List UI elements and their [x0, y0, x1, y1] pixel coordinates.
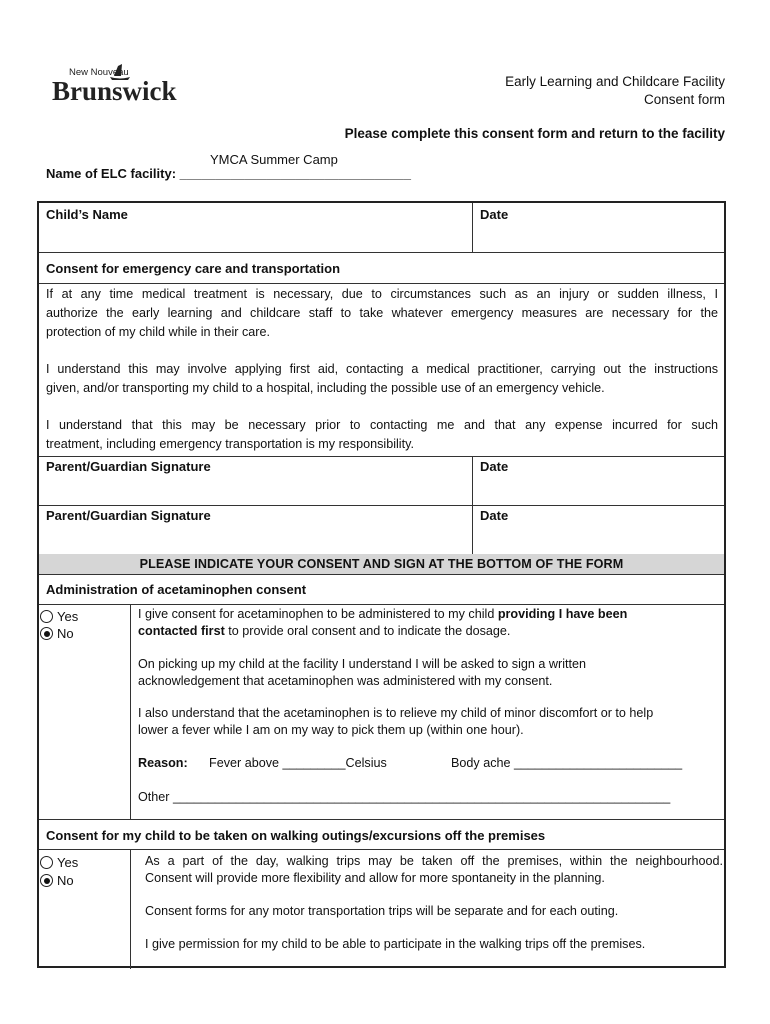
radio-unselected-icon[interactable]: [40, 610, 53, 623]
guardian-signature-field-2[interactable]: [41, 524, 469, 552]
acetaminophen-paragraph-1: I give consent for acetaminophen to be administered to my child providing I have been contacted first to provide oral consent and to indicate the dosage.: [138, 607, 628, 638]
radio-unselected-icon[interactable]: [40, 856, 53, 869]
signature-date-field-1[interactable]: [476, 475, 722, 503]
walking-outings-heading: Consent for my child to be taken on walking outings/excursions off the premises: [46, 828, 546, 843]
fever-above-field[interactable]: Fever above _________Celsius: [209, 756, 387, 770]
acetaminophen-heading: Administration of acetaminophen consent: [46, 582, 307, 597]
consent-instruction-banner: PLEASE INDICATE YOUR CONSENT AND SIGN AT THE BOTTOM OF THE FORM: [39, 554, 724, 574]
acetaminophen-no-option[interactable]: [40, 626, 74, 641]
emergency-paragraph-1: If at any time medical treatment is necessary, due to circumstances such as an injury or sudden illness, I authorize the early learning and childcare staff to take whatever emergency measures are necessary for the protection of my child while in their care.: [46, 287, 718, 339]
emergency-heading: Consent for emergency care and transportation: [46, 261, 341, 276]
walking-yes-label: Yes: [57, 855, 79, 870]
signature-date-label-1: Date: [480, 459, 509, 474]
logo-top-text: New Nouveau: [69, 67, 129, 78]
emergency-paragraph-2: I understand this may involve applying first aid, contacting a medical practitioner, carrying out the instructions given, and/or transporting my child to a hospital, including the possible use of an emergency vehicle.: [46, 362, 718, 395]
radio-selected-icon[interactable]: [40, 627, 53, 640]
walking-paragraph-2: Consent forms for any motor transportation trips will be separate and for each outing.: [145, 904, 619, 918]
walking-no-option[interactable]: [40, 873, 74, 888]
guardian-signature-label-1: Parent/Guardian Signature: [46, 459, 211, 474]
walking-no-label: No: [57, 873, 74, 888]
other-reason-field[interactable]: Other _______________________________________________________________________: [138, 790, 671, 804]
emergency-paragraph-3: I understand that this may be necessary prior to contacting me and that any expense incurred for such treatment, including emergency transportation is my responsibility.: [46, 418, 718, 451]
header-facility-type: Early Learning and Childcare Facility: [505, 74, 725, 89]
acetaminophen-yes-option[interactable]: [40, 609, 78, 624]
child-date-field[interactable]: [476, 223, 722, 251]
childs-name-field[interactable]: [41, 223, 469, 251]
walking-yes-option[interactable]: [40, 855, 78, 870]
guardian-signature-field-1[interactable]: [41, 475, 469, 503]
acetaminophen-paragraph-2: On picking up my child at the facility I understand I will be asked to sign a written acknowledgement that acetaminophen was administered with my consent.: [138, 657, 587, 688]
acetaminophen-yes-label: Yes: [57, 609, 79, 624]
acetaminophen-paragraph-3: I also understand that the acetaminophen is to relieve my child of minor discomfort or to help lower a fever while I am on my way to pick them up (within one hour).: [138, 706, 654, 737]
facility-name-label: Name of ELC facility: ________________________________: [46, 166, 411, 181]
reason-label: Reason:: [138, 756, 188, 770]
child-date-label: Date: [480, 207, 509, 222]
signature-date-label-2: Date: [480, 508, 509, 523]
instruction-text: Please complete this consent form and return to the facility: [344, 126, 725, 141]
radio-selected-icon[interactable]: [40, 874, 53, 887]
body-ache-field[interactable]: Body ache ________________________: [451, 756, 683, 770]
acetaminophen-no-label: No: [57, 626, 74, 641]
logo-main-text: Brunswick: [52, 76, 177, 104]
header-form-title: Consent form: [643, 92, 725, 107]
signature-date-field-2[interactable]: [476, 524, 722, 552]
facility-name-value[interactable]: YMCA Summer Camp: [210, 152, 338, 167]
brunswick-logo: [52, 58, 177, 104]
walking-paragraph-3: I give permission for my child to be able to participate in the walking trips off the premises.: [145, 937, 646, 951]
childs-name-label: Child’s Name: [46, 207, 128, 222]
consent-form-table: [37, 201, 726, 968]
guardian-signature-label-2: Parent/Guardian Signature: [46, 508, 211, 523]
walking-paragraph-1: As a part of the day, walking trips may be taken off the premises, within the neighbourhood. Consent will provide more flexibility and allow for more spontaneity in the planning.: [145, 854, 723, 885]
